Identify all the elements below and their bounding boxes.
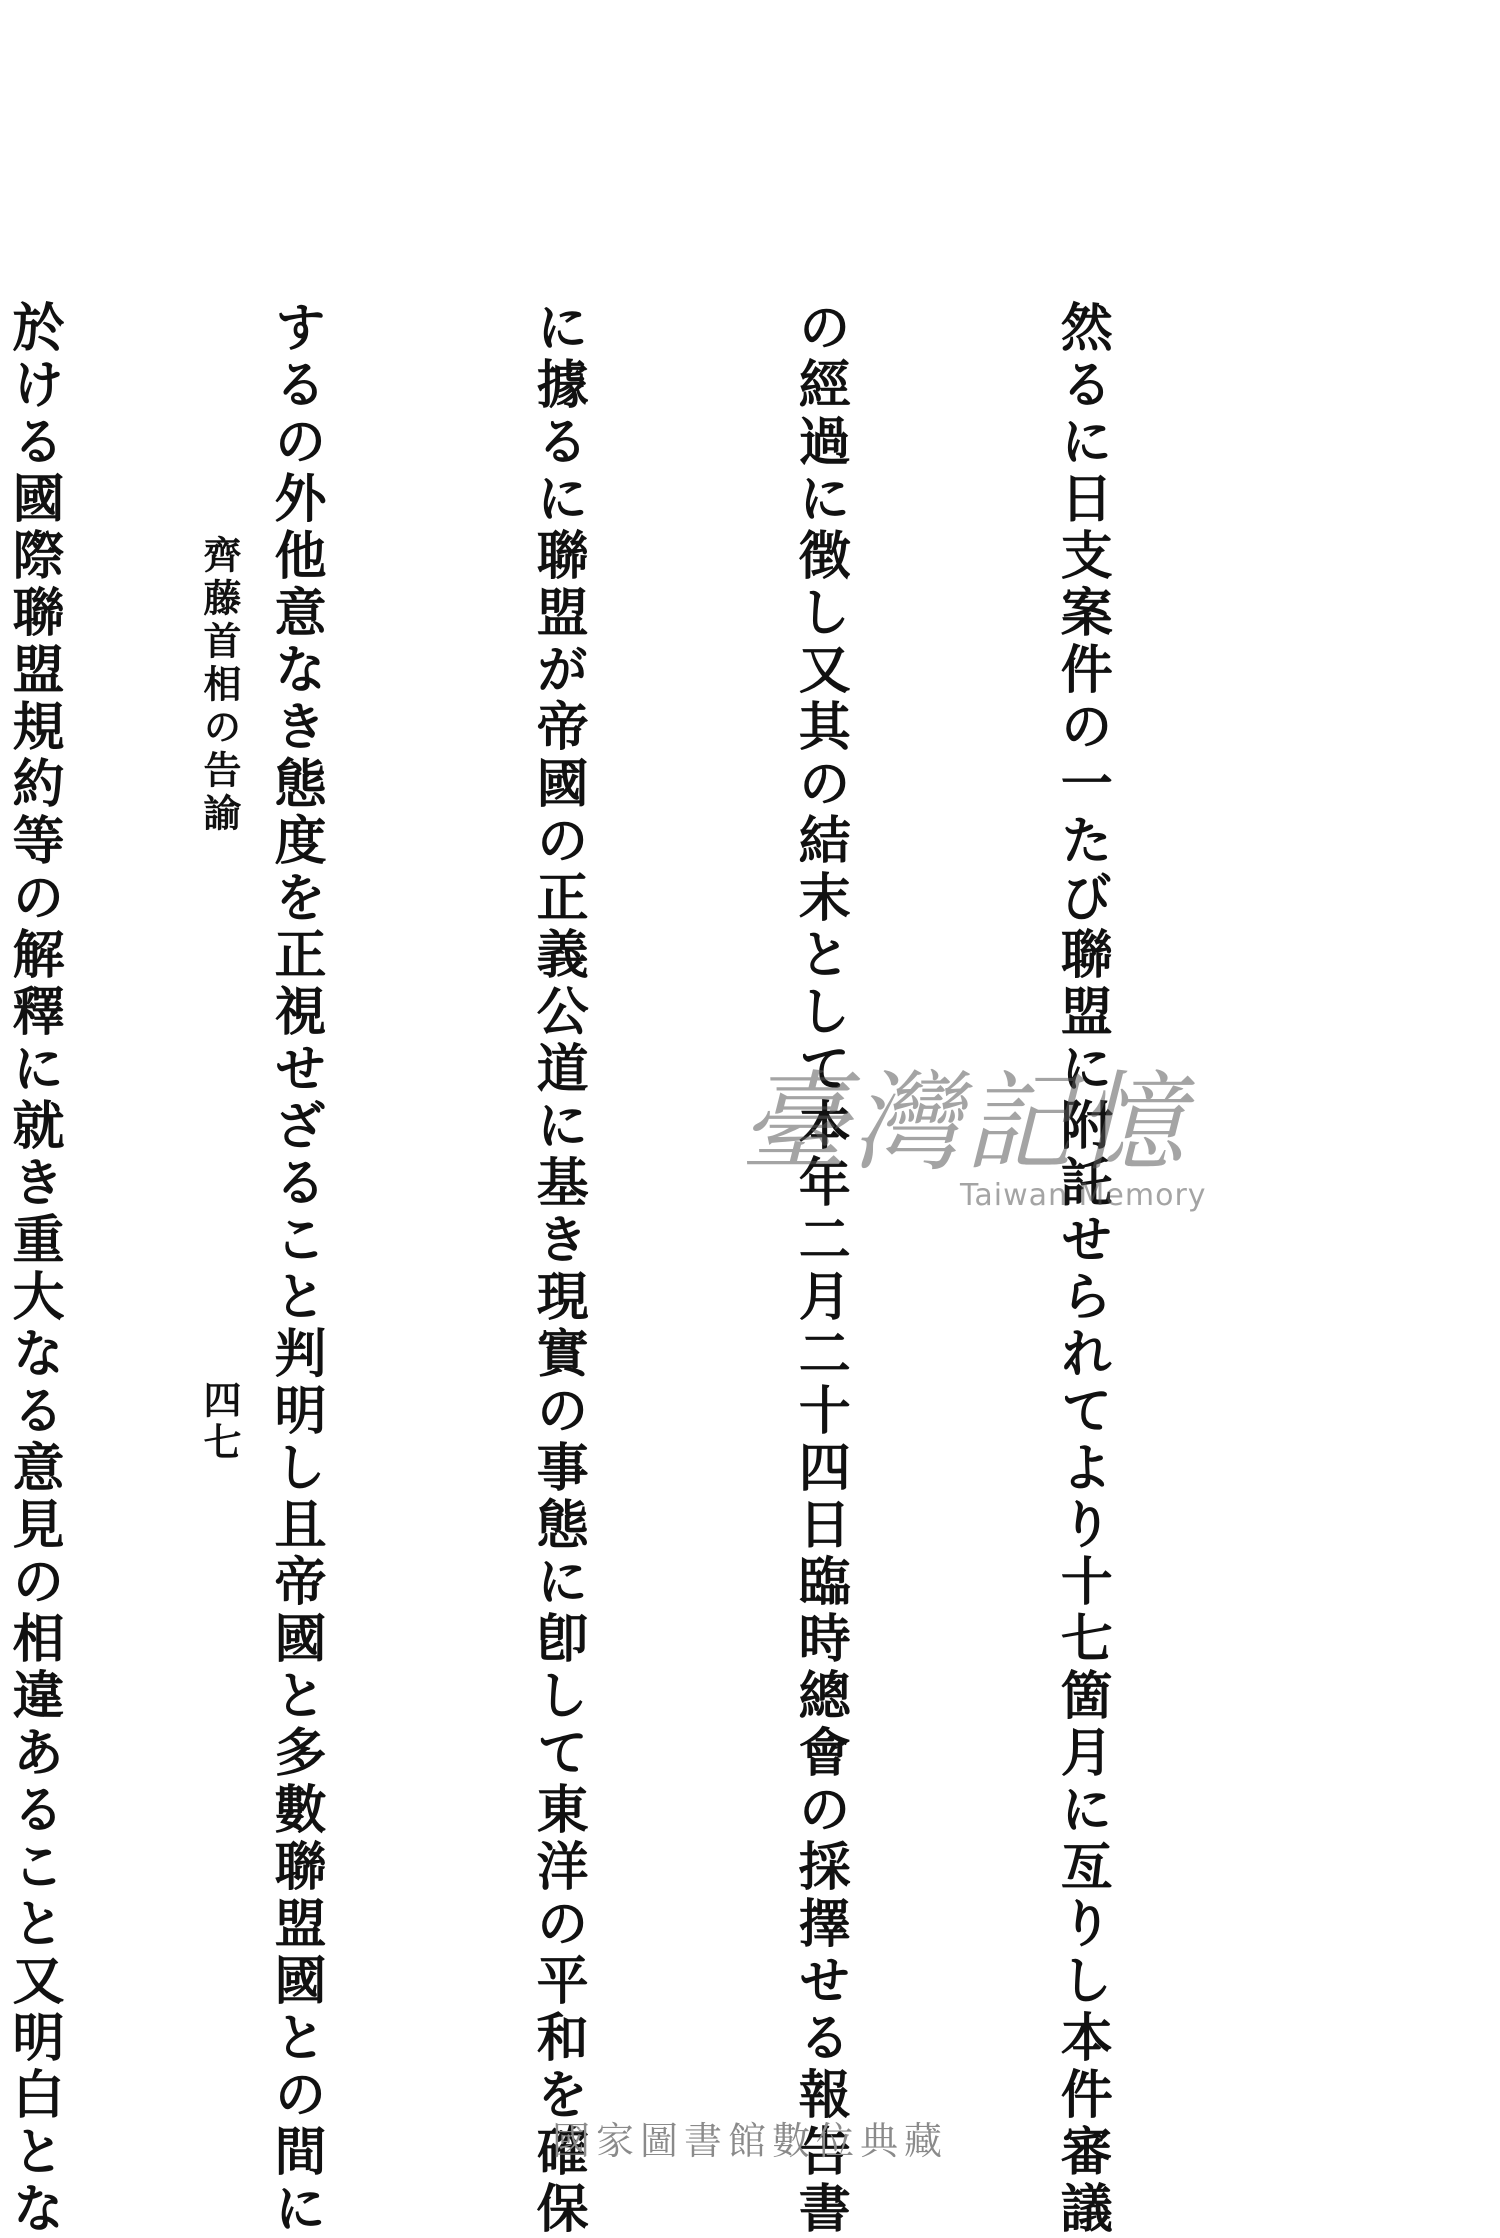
watermark-main-text: 臺灣記憶 — [740, 1061, 1189, 1186]
text-column-1: 然るに日支案件の一たび聯盟に附託せられてより十七箇月に亙りし本件審議 — [1051, 300, 1113, 2238]
page-number: 四七 — [197, 1380, 242, 1464]
text-column-4: するの外他意なき態度を正視せざること判明し且帝國と多數聯盟國との間に — [265, 300, 327, 2238]
text-column-2: の經過に徴し又其の結末として本年二月二十四日臨時總會の採擇せる報告書 — [789, 300, 851, 2238]
text-column-3: に據るに聯盟が帝國の正義公道に基き現實の事態に卽して東洋の平和を確保 — [527, 300, 589, 2238]
footer-credit: 國家圖書館數位典藏 — [551, 2119, 948, 2163]
text-column-5: 於ける國際聯盟規約等の解釋に就き重大なる意見の相違あること又明白とな — [2, 300, 64, 2238]
running-header: 齊藤首相の告諭 — [197, 535, 242, 836]
watermark-sub-text: Taiwan Memory — [960, 1178, 1207, 1213]
